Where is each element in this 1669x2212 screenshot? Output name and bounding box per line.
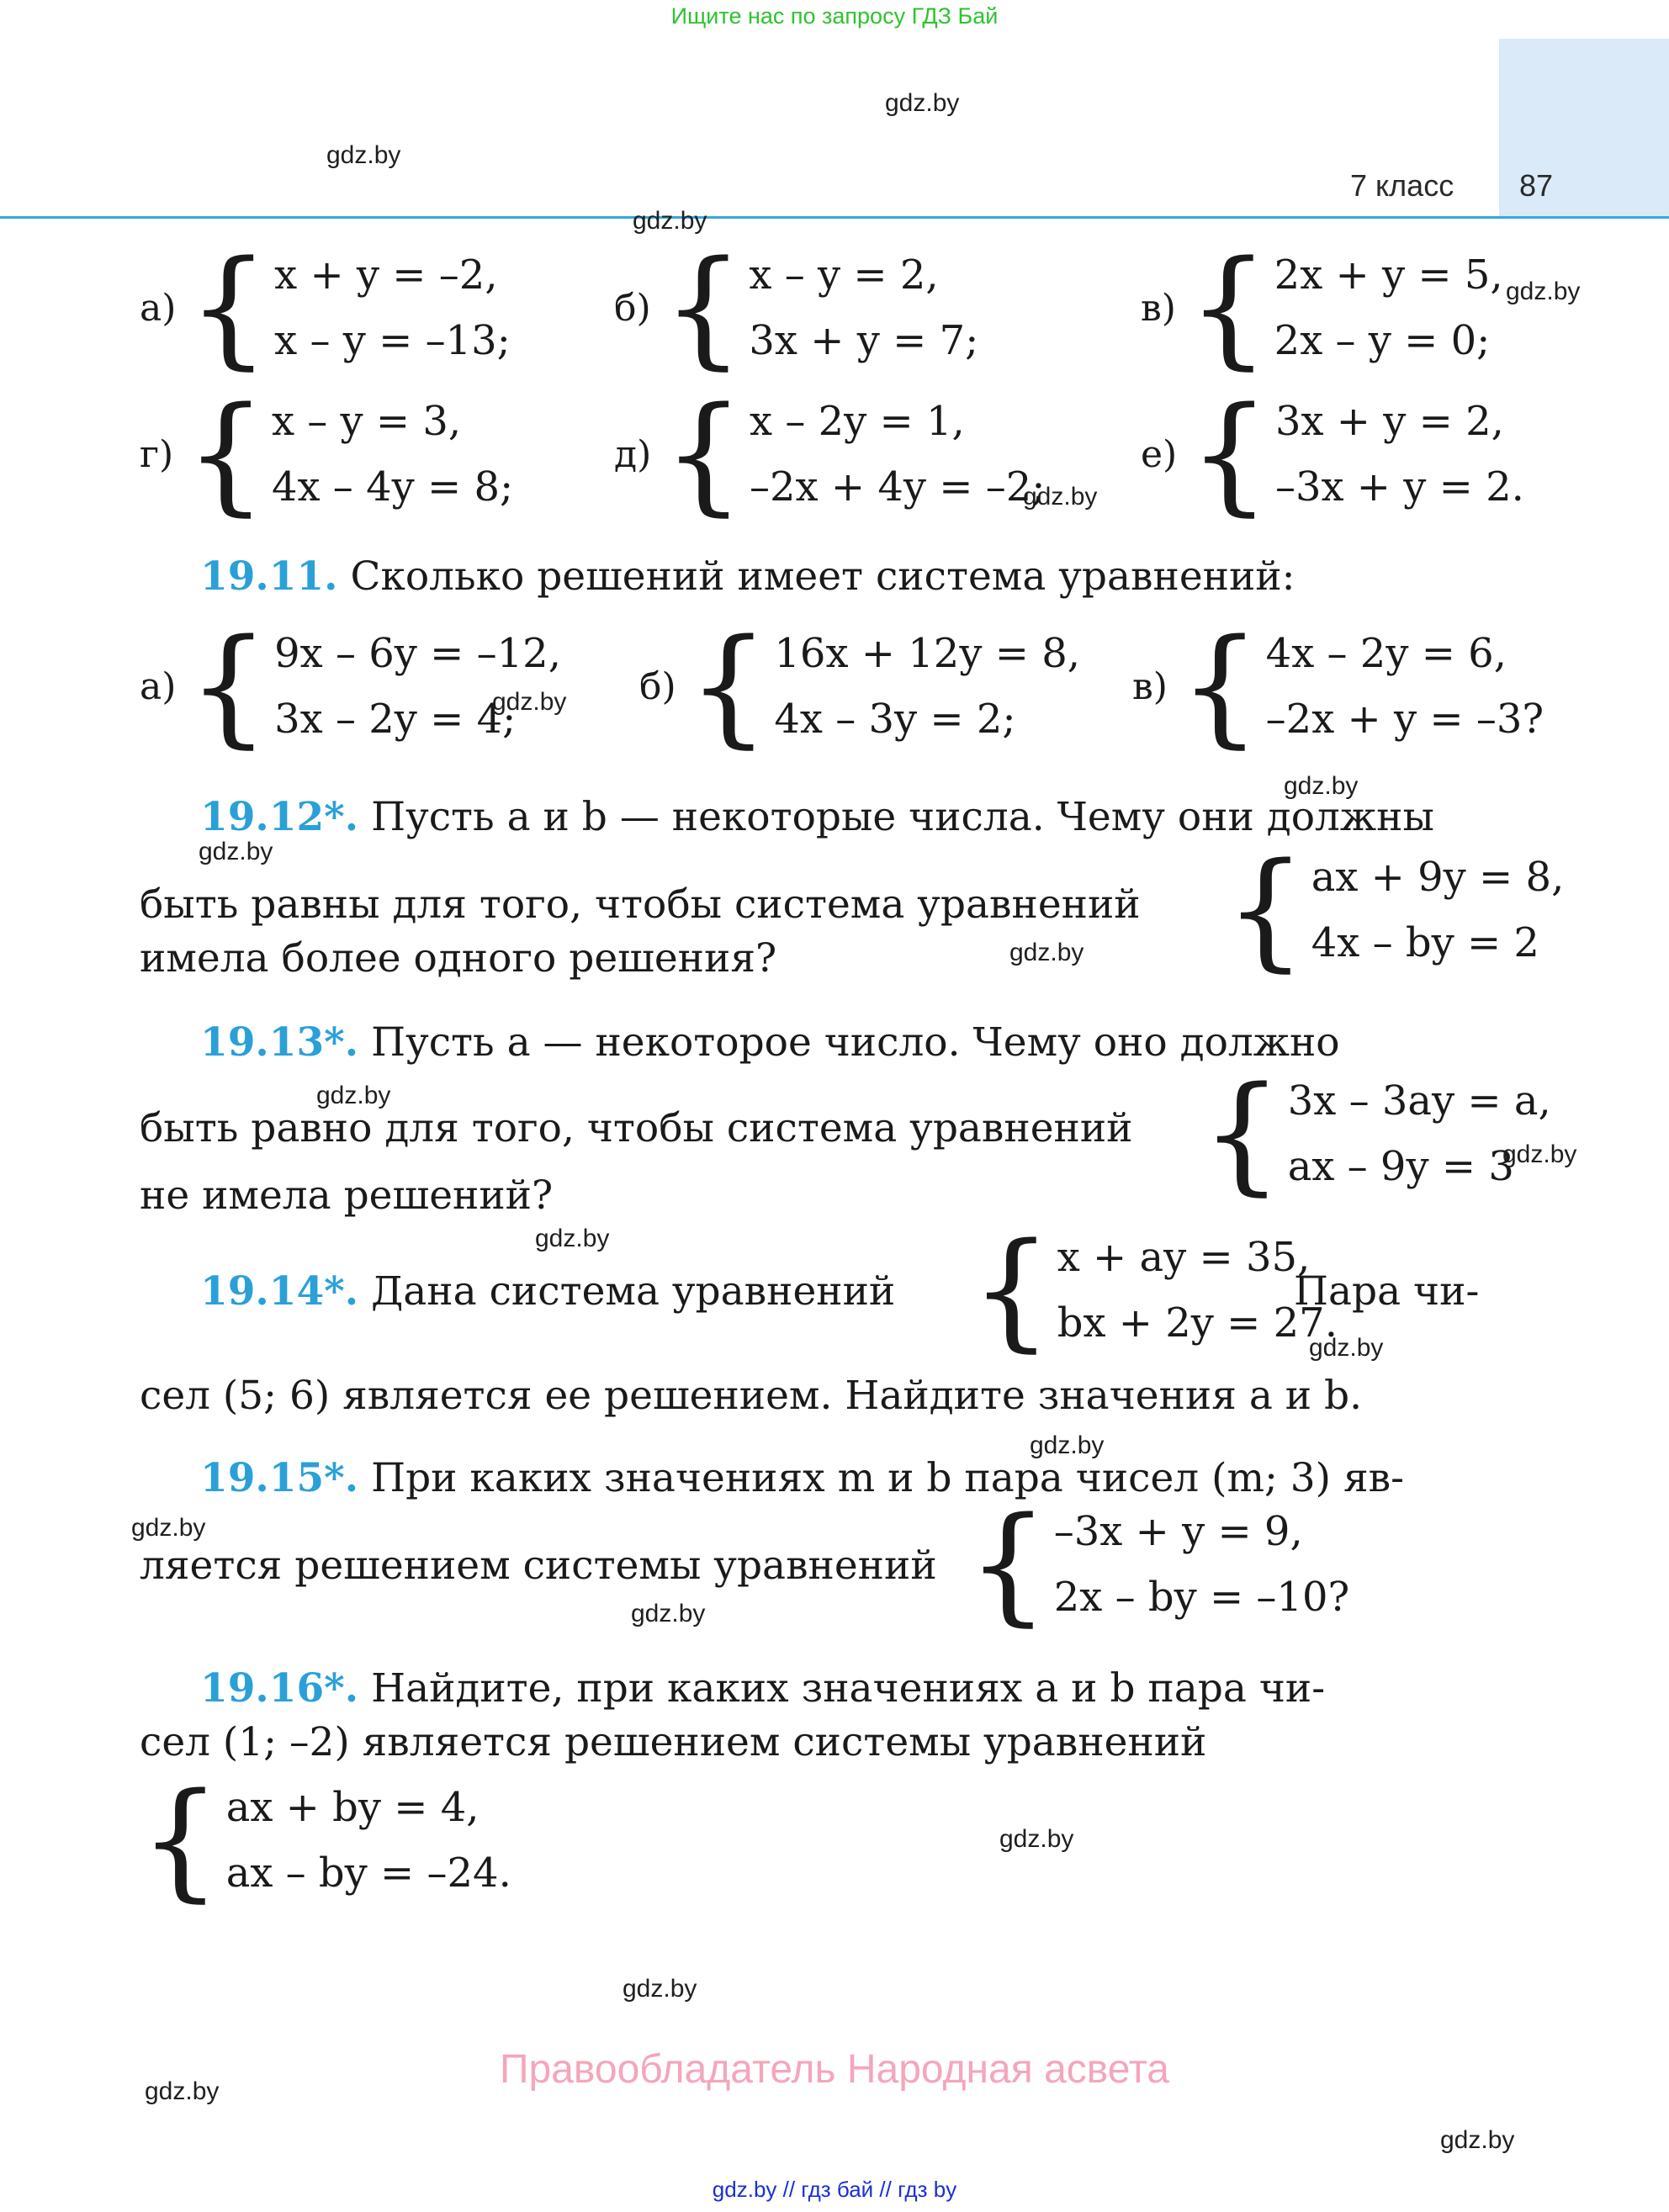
item-label: в) [1132,664,1168,708]
equation: 3x – 3ay = a, [1287,1077,1551,1125]
equation: 4x – by = 2 [1311,919,1539,966]
equation: x – 2y = 1, [749,398,965,445]
equation: ax + 9y = 8, [1311,854,1565,901]
equation: ax – by = –24. [225,1850,511,1897]
exercise-text: Пусть a и b — некоторые числа. Чему они должны [371,794,1434,840]
exercise-number: 19.11. [200,553,338,600]
watermark: gdz.by [316,1082,391,1109]
equation: 3x – 2y = 4; [274,696,517,743]
brace-icon: { [662,233,744,382]
exercise-text: Пусть a — некоторое число. Чему оно должно [371,1019,1340,1066]
equation: ax – 9y = 3 [1287,1143,1514,1190]
watermark: gdz.by [1030,1431,1105,1459]
equation: –2x + y = –3? [1265,696,1544,743]
item-label: г) [140,432,174,476]
equation: 2x – y = 0; [1274,317,1491,364]
system-1910-b [614,233,979,382]
equation: 3x + y = 7; [749,317,979,364]
system-1913 [1201,1059,1551,1208]
equation: bx + 2y = 27. [1057,1299,1338,1347]
exercise-1912-line2: быть равны для того, чтобы система уравнений [140,881,1141,928]
copyright-notice: Правообладатель Народная асвета [500,2047,1169,2092]
item-label: б) [639,664,676,708]
brace-icon: { [1225,835,1306,984]
system-1911-a [140,611,561,760]
equation: 3x + y = 2, [1274,398,1504,445]
watermark: gdz.by [535,1225,610,1252]
brace-icon: { [687,611,770,760]
brace-icon: { [663,379,744,528]
system-1910-a [140,233,511,382]
equation: x + ay = 35, [1057,1234,1311,1281]
equation: x – y = 3, [271,398,462,445]
system-1910-g [140,379,514,528]
brace-icon: { [1201,1059,1283,1208]
watermark: gdz.by [1309,1334,1384,1362]
grade-label: 7 класс [1350,168,1454,203]
watermark: gdz.by [885,89,960,117]
equation: ax + by = 4, [225,1784,480,1831]
equation: 2x + y = 5, [1274,251,1503,299]
page-number: 87 [1519,168,1554,203]
watermark: gdz.by [1023,483,1098,511]
system-1915 [967,1490,1350,1638]
equation: 9x – 6y = –12, [274,630,561,677]
exercise-1915-line2: ляется решением системы уравнений [140,1543,937,1589]
item-label: а) [140,286,177,330]
system-1910-d [614,379,1046,528]
watermark: gdz.by [199,838,273,865]
watermark: gdz.by [326,141,401,169]
exercise-number: 19.16*. [200,1665,359,1712]
exercise-text: При каких значениях m и b пара чисел (m; 3) яв- [371,1455,1404,1501]
equation: –2x + 4y = –2; [749,463,1046,511]
system-1912 [1225,835,1565,984]
equation: 16x + 12y = 8, [774,630,1080,677]
brace-icon: { [967,1490,1049,1638]
exercise-1913-line3: не имела решений? [140,1172,554,1219]
equation: x – y = 2, [749,251,939,299]
watermark: gdz.by [999,1825,1074,1853]
item-label: е) [1141,432,1178,476]
watermark: gdz.by [131,1514,206,1542]
brace-icon: { [1179,611,1261,760]
watermark: gdz.by [1440,2126,1515,2154]
brace-icon: { [188,611,270,760]
exercise-text: Найдите, при каких значениях a и b пара чи- [371,1665,1326,1712]
item-label: в) [1141,286,1176,330]
equation: 4x – 3y = 2; [774,696,1016,743]
equation: 2x – by = –10? [1053,1574,1350,1621]
watermark: gdz.by [492,688,567,716]
brace-icon: { [140,1765,221,1914]
equation: –3x + y = 9, [1053,1508,1303,1555]
brace-icon: { [1187,233,1269,382]
equation: 4x – 2y = 6, [1265,630,1507,677]
item-label: б) [614,286,651,330]
exercise-1916-line2: сел (1; –2) является решением системы уравнений [140,1719,1207,1765]
exercise-text: Сколько решений имеет система уравнений: [350,553,1295,600]
exercise-text: Дана система уравнений [371,1268,896,1315]
system-1910-e [1141,379,1524,528]
exercise-1915-line1 [200,1455,1404,1501]
footer-links[interactable]: gdz.by // гдз бай // гдз by [712,2177,957,2202]
watermark: gdz.by [1502,1140,1577,1168]
exercise-1913-line1 [200,1019,1340,1066]
watermark: gdz.by [623,1975,697,2003]
exercise-1914-line1 [200,1268,895,1315]
watermark: gdz.by [1284,772,1359,800]
system-1914 [971,1215,1338,1364]
item-label: а) [140,664,177,708]
exercise-1914-line2: сел (5; 6) является ее решением. Найдите значения a и b. [140,1373,1363,1419]
exercise-1914-continuation: Пара чи- [1294,1268,1480,1315]
watermark: gdz.by [633,207,707,235]
equation: x + y = –2, [274,251,498,299]
system-1911-b [639,611,1080,760]
system-1911-v [1132,611,1544,760]
system-1916 [140,1765,511,1914]
exercise-1912-line1 [200,794,1434,840]
watermark: gdz.by [1506,278,1581,305]
equation: 4x – 4y = 8; [271,463,514,511]
watermark: gdz.by [1009,939,1084,966]
equation: x – y = –13; [274,317,511,364]
exercise-1911-heading [200,553,1295,600]
item-label: д) [614,432,652,476]
brace-icon: { [971,1215,1052,1364]
brace-icon: { [185,379,267,528]
brace-icon: { [1189,379,1270,528]
watermark: gdz.by [145,2077,220,2105]
exercise-1912-line3: имела более одного решения? [140,935,777,982]
top-banner[interactable]: Ищите нас по запросу ГДЗ Бай [670,3,999,29]
equation: –3x + y = 2. [1274,463,1524,511]
watermark: gdz.by [631,1600,706,1627]
exercise-number: 19.14*. [200,1268,359,1315]
brace-icon: { [188,233,270,382]
exercise-1916-line1 [200,1665,1325,1712]
exercise-number: 19.12*. [200,794,359,840]
system-1910-v [1141,233,1503,382]
header-divider [0,216,1669,219]
exercise-number: 19.13*. [200,1019,359,1066]
exercise-1913-line2: быть равно для того, чтобы система уравнений [140,1105,1133,1151]
exercise-number: 19.15*. [200,1455,359,1501]
